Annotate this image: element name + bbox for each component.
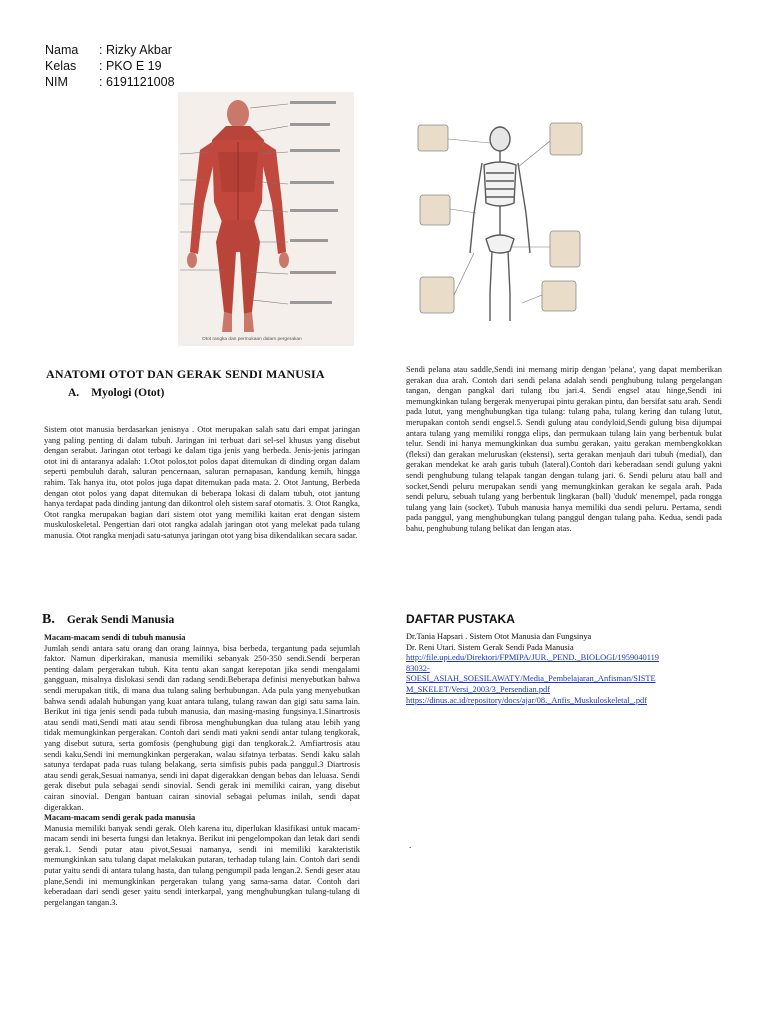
reference-link-2b[interactable]: M_SKELET/Versi_2003/3_Persendian.pdf	[406, 684, 550, 694]
section-b-letter: B.	[42, 612, 55, 627]
reference-link-3[interactable]: https://dinus.ac.id/repository/docs/ajar/08._Anfis_Muskuloskeletal_.pdf	[406, 695, 647, 705]
reference-2: Dr. Reni Utari. Sistem Gerak Sendi Pada Manusia	[406, 642, 574, 652]
nim-key: NIM	[45, 75, 68, 89]
section-a-heading	[68, 387, 164, 399]
trailing-dot: .	[409, 840, 412, 850]
section-b-paragraph-2: Manusia memiliki banyak sendi gerak. Oleh karena itu, diperlukan klasifikasi untuk macam-macam sendi ini beserta fungsi dan letaknya. Berikut ini pengelompokan dan letak dari sendi gerak.1. Sendi putar atau pivot,Sesuai namanya, sendi ini memiliki karakteristik memungkinkan satu tulang dapat melakukan putaran, terhadap tulang lain. Contoh dari sendi putar yaitu sendi di antara tulang hasta, dan tulang pengumpil pada lengan.2. Sendi geser atau plane,Sendi ini memungkinkan pergerakan tulang yang sama-sama datar. Contoh dari keberadaan dari sendi geser yaitu sendi interkarpal, yang menghubungkan tulang-tulang di pergelangan tangan.3.	[44, 823, 360, 907]
section-b-paragraph-1: Jumlah sendi antara satu orang dan orang lainnya, bisa berbeda, tergantung pada sejumlah faktor. Namun diperkirakan, manusia memiliki sebanyak 250-350 sendi.Sendi berperan penting dalam pergerakan tubuh. Kita tentu akan sangat kerepotan jika sendi mengalami gangguan, misalnya dislokasi sendi dan radang sendi.Beberapa definisi menyebutkan bahwa sendi merupakan titik, di mana dua tulang saling berhubungan. Ada pula yang menyebutkan bahwa sendi adalah hubungan yang kuat antara tulang, tulang rawan dan gigi satu sama lain. Berikut ini tiga jenis sendi pada tubuh manusia, dan masing-masing fungsinya.1.Sinartrosis atau sendi mati,Sendi mati atau sendi fibrosa menghubungkan dua tulang atau lebih yang tidak memungkinkan pergerakan. Contoh dari sendi mati yakni sendi antar tulang tengkorak, yang disebut sutura, serta gomfosis (penghubung gigi dan tengkorak.2. Amfiartrosis atau sendi kaku,Sendi ini memungkinkan pergerakan, walau sifatnya terbatas. Sendi kaku salah satunya terdapat pada ruas tulang belakang, serta simfisis pubis pada panggul.3 Diartrosis atau sendi gerak,Sesuai namanya, sendi ini dapat digerakkan dengan bebas dan leluasa. Sendi gerak disebut pula sebagai sendi sinovial. Sendi gerak ini memiliki cairan, yang disebut cairan sinovial. Dengan bantuan cairan sinovial sebagai pelumas inilah, sendi dapat digerakkan.	[44, 643, 360, 812]
kelas-key: Kelas	[45, 59, 77, 73]
student-info	[45, 42, 175, 90]
document-title: ANATOMI OTOT DAN GERAK SENDI MANUSIA	[46, 367, 325, 381]
muscle-anatomy-figure	[178, 92, 354, 346]
section-b-heading	[42, 612, 174, 628]
muscle-anatomy-icon	[178, 92, 354, 346]
muscle-figure-caption: Otot rangka dan permukaan dalam pergerakan	[202, 337, 302, 342]
reference-list	[406, 632, 736, 706]
reference-link-1b[interactable]: 83032-	[406, 663, 430, 673]
reference-link-2a[interactable]: SOESI_ASIAH_SOESILAWATY/Media_Pembelajaran_Anfisman/SISTE	[406, 674, 656, 684]
name-value: : Rizky Akbar	[99, 43, 172, 57]
section-b-title: Gerak Sendi Manusia	[66, 614, 175, 626]
reference-link-1a[interactable]: http://file.upi.edu/Direktori/FPMIPA/JUR._PEND._BIOLOGI/1959040119	[406, 653, 659, 663]
section-a-title: Myologi (Otot)	[91, 387, 165, 399]
section-b-subheading-2: Macam-macam sendi gerak pada manusia	[44, 813, 196, 823]
nim-value: : 6191121008	[99, 75, 175, 89]
name-key: Nama	[45, 43, 79, 57]
skeleton-joints-figure	[410, 113, 590, 330]
section-a-letter: A.	[68, 387, 80, 399]
section-b-content	[44, 633, 360, 908]
section-b-subheading-1: Macam-macam sendi di tubuh manusia	[44, 633, 186, 642]
reference-1: Dr.Tania Hapsari . Sistem Otot Manusia dan Fungsinya	[406, 632, 592, 641]
kelas-value: : PKO E 19	[99, 59, 162, 73]
daftar-pustaka-heading: DAFTAR PUSTAKA	[406, 612, 515, 626]
right-column-paragraph: Sendi pelana atau saddle,Sendi ini memang mirip dengan 'pelana', yang dapat memberikan gerakan dua arah. Contoh dari sendi pelana adalah sendi penghubung tulang pergelangan tangan, dengan pangkal dari tulang ibu jari.4. Sendi engsel atau hinge,Sendi ini memungkinkan tulang bergerak menyerupai pintu gerakan pintu, dan bersifat satu arah. Sendi pada lutut, yang menghubungkan tiga tulang: tulang paha, tulang kering dan tulang lutut, merupakan contoh sendi engsel.5. Sendi gulung atau condyloid,Sendi gulung bisa dijumpai antara tulang yang memiliki rongga elips, dan permukaan tulang lain yang berbentuk bulat telur. Sendi ini hanya memungkinkan dua sumbu gerakan, yaitu gerakan membengkokkan (fleksi) dan gerakan meluruskan (ekstensi), serta gerakan menjauh dari tubuh (medial), dan gerakan mendekat ke arah garis tubuh (lateral).Contoh dari keberadaan sendi gulung yakni sendi penghubung tulang telapak tangan dengan tulang jari. 6. Sendi peluru atau ball and socket,Sendi peluru merupakan sendi yang memungkinkan gerakan ke segala arah. Pada sendi peluru, sebuah tulang yang berbentuk lingkaran (ball) 'duduk' menempel, pada rongga tulang yang lain (socket). Tubuh manusia hanya memiliki dua sendi peluru. Pertama, sendi pada panggul, yang menghubungkan tulang panggul dengan tulang paha. Kedua, sendi pada bahu, penghubung tulang belikat dan lengan atas.	[406, 365, 722, 533]
section-a-paragraph: Sistem otot manusia berdasarkan jenisnya . Otot merupakan salah satu dari empat jaringan yang paling penting di dalam tubuh. Jaringan ini terbuat dari sel-sel khusus yang disebut dengan serabut. Jaringan otot terbagi ke dalam tiga jenis yang berbeda. Jenis-jenis jaringan otot ini di antaranya adalah: 1.Otot polos,tot polos dapat ditemukan di dinding organ dalam seperti pembuluh darah, saluran pencernaan, saluran pernapasan, kandung kemih, hingga rahim. Tak hanya itu, otot polos juga dapat ditemukan pada mata. 2. Otot Jantung, Berbeda dengan otot polos yang dapat ditemukan di beberapa lokasi di dalam tubuh, otot jantung hanya terdapat pada dinding jantung dan dikontrol oleh sistem saraf otomatis. 3. Otot Rangka, Otot rangka merupakan bagian dari sistem otot yang memiliki kaitan erat dengan sistem muskuloskeletal. Pengertian dari otot rangka adalah jaringan otot yang melekat pada tulang manusia. Otot rangka menjadi satu-satunya jaringan otot yang bisa dikendalikan secara sadar.	[44, 425, 360, 540]
skeleton-joints-icon	[410, 113, 590, 330]
